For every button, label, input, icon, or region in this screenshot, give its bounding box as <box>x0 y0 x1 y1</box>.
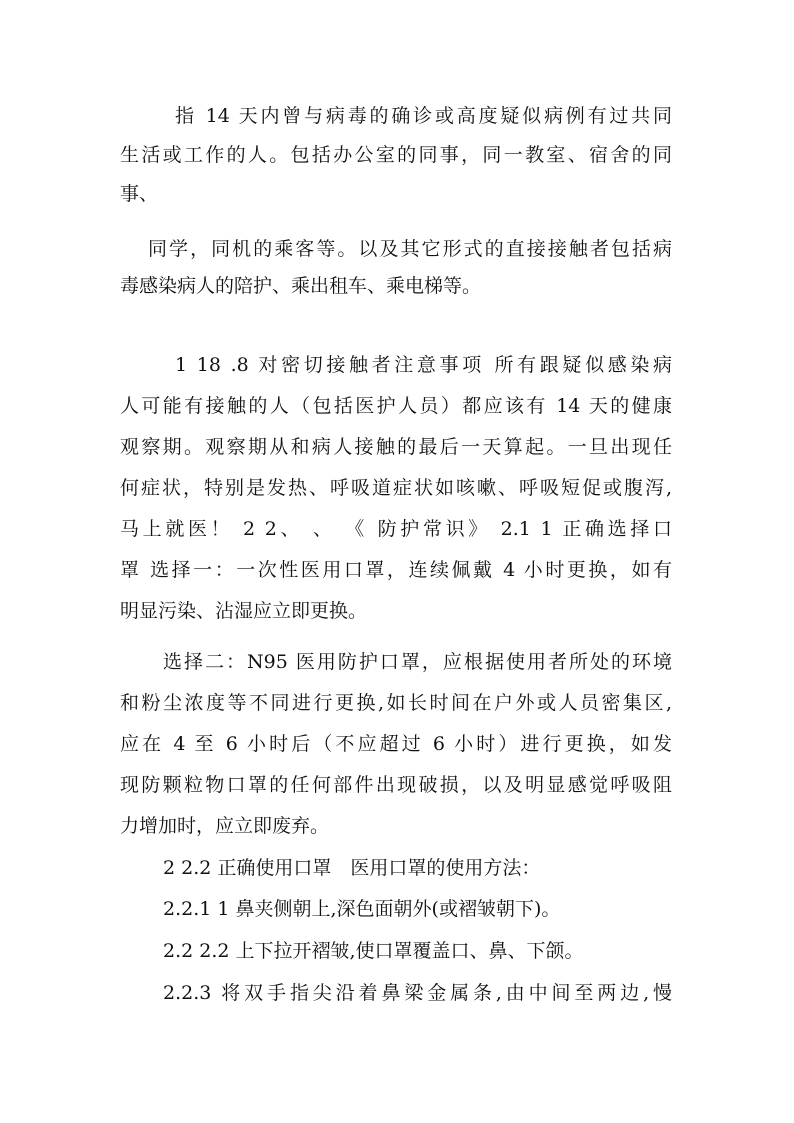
section-heading: 2 2.2 正确使用口罩 医用口罩的使用方法： <box>163 857 541 879</box>
paragraph-line: 马上就医！ 2 2、 、 《 防护常识》 2.1 1 正确选择口 <box>120 518 672 540</box>
list-item: 2.2.3 将双手指尖沿着鼻梁金属条,由中间至两边,慢 <box>163 982 672 1004</box>
paragraph-line: 生活或工作的人。包括办公室的同事，同一教室、宿舍的同 <box>120 144 672 166</box>
paragraph-line: 人可能有接触的人（包括医护人员）都应该有 14 天的健康 <box>120 395 672 417</box>
paragraph-line: 同学，同机的乘客等。以及其它形式的直接接触者包括病 <box>148 238 672 260</box>
paragraph-line: 选择二：N95 医用防护口罩，应根据使用者所处的环境 <box>163 651 672 673</box>
paragraph-line: 指 14 天内曾与病毒的确诊或高度疑似病例有过共同 <box>175 105 672 127</box>
paragraph-line: 应在 4 至 6 小时后（不应超过 6 小时）进行更换，如发 <box>120 733 672 755</box>
paragraph-line: 毒感染病人的陪护、乘出租车、乘电梯等。 <box>120 275 482 297</box>
paragraph-line: 力增加时，应立即废弃。 <box>120 815 330 837</box>
paragraph-line: 1 18 .8 对密切接触者注意事项 所有跟疑似感染病 <box>175 354 672 376</box>
list-item: 2.2.1 1 鼻夹侧朝上,深色面朝外(或褶皱朝下)。 <box>163 898 561 920</box>
paragraph-line: 观察期。观察期从和病人接触的最后一天算起。一旦出现任 <box>120 436 672 458</box>
paragraph-line: 现防颗粒物口罩的任何部件出现破损，以及明显感觉呼吸阻 <box>120 774 672 796</box>
paragraph-line: 何症状，特别是发热、呼吸道症状如咳嗽、呼吸短促或腹泻, <box>120 477 672 499</box>
list-item: 2.2 2.2 上下拉开褶皱,使口罩覆盖口、鼻、下颌。 <box>163 940 584 962</box>
paragraph-line: 罩 选择一：一次性医用口罩，连续佩戴 4 小时更换，如有 <box>120 559 672 581</box>
paragraph-line: 事、 <box>120 183 159 205</box>
paragraph-line: 明显污染、沾湿应立即更换。 <box>120 600 368 622</box>
paragraph-line: 和粉尘浓度等不同进行更换,如长时间在户外或人员密集区, <box>120 692 672 714</box>
